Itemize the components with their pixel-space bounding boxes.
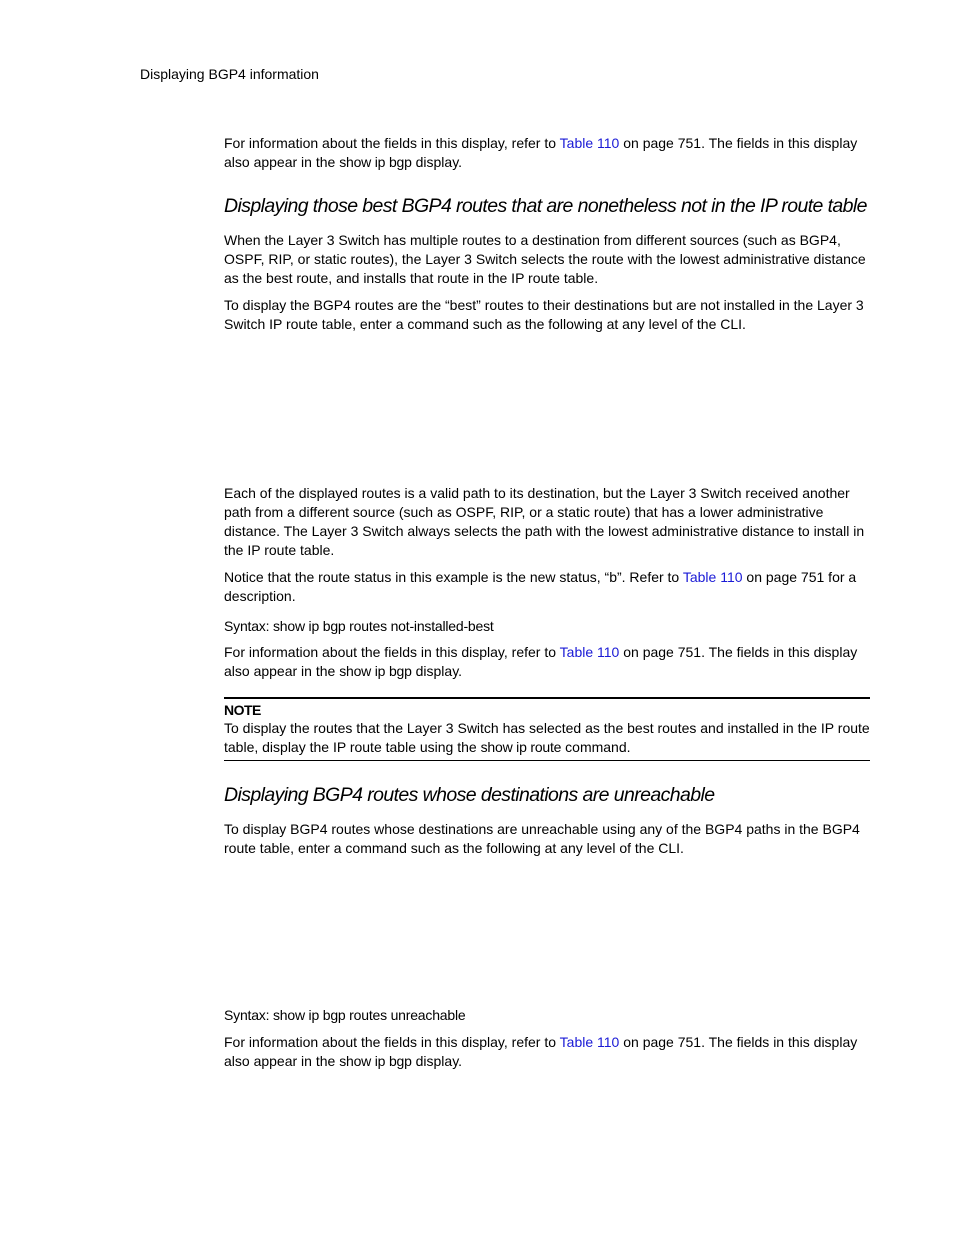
command-text: show ip bgp: [339, 154, 412, 170]
text: on page 751. The fields in this display also appear in the: [224, 644, 858, 679]
text: on page 751 for a description.: [224, 569, 857, 604]
text: Notice that the route status in this example is the new status, “b”. Refer to: [224, 569, 683, 585]
paragraph-fields-info: [224, 643, 870, 681]
text: display.: [411, 663, 463, 679]
syntax-not-installed-best: Syntax: show ip bgp routes not-installed-best: [224, 618, 494, 634]
text: To display the routes that the Layer 3 Switch has selected as the best routes and installed in the IP route table, display the IP route table using the: [224, 720, 870, 755]
table-110-link[interactable]: Table 110: [559, 644, 620, 660]
paragraph-route-status: [224, 568, 870, 606]
table-110-link[interactable]: Table 110: [559, 1034, 620, 1050]
paragraph-multiple-routes: When the Layer 3 Switch has multiple routes to a destination from different sources (such as BGP4, OSPF, RIP, or static routes), the Layer 3 Switch selects the route with the lowest administrative distance as the best route, and installs that route in the IP route table.: [224, 232, 866, 286]
running-header: Displaying BGP4 information: [140, 66, 319, 82]
text: display.: [411, 154, 463, 170]
paragraph-display-unreachable: To display BGP4 routes whose destinations are unreachable using any of the BGP4 paths in the BGP4 route table, enter a command such as the following at any level of the CLI.: [224, 821, 860, 856]
command-text: show ip bgp: [339, 1053, 412, 1069]
text: command.: [561, 739, 631, 755]
text: For information about the fields in this display, refer to: [224, 1034, 560, 1050]
command-text: show ip bgp: [339, 663, 412, 679]
note-text: [224, 719, 870, 757]
intro-paragraph: [224, 134, 870, 172]
table-110-link[interactable]: Table 110: [559, 135, 620, 151]
text: For information about the fields in this display, refer to: [224, 135, 560, 151]
text: For information about the fields in this display, refer to: [224, 644, 560, 660]
paragraph-fields-info-2: [224, 1033, 870, 1071]
table-110-link[interactable]: Table 110: [682, 569, 743, 585]
section-heading-unreachable: Displaying BGP4 routes whose destinations are unreachable: [224, 784, 715, 806]
paragraph-display-best-routes: To display the BGP4 routes are the “best” routes to their destinations but are not installed in the Layer 3 Switch IP route table, enter a command such as the following at any level of the CLI.: [224, 297, 864, 332]
command-text: show ip route: [480, 739, 562, 755]
text: display.: [411, 1053, 463, 1069]
paragraph-valid-path: Each of the displayed routes is a valid path to its destination, but the Layer 3 Switch received another path from a different source (such as OSPF, RIP, or a static route) that has a lower administrative distance. The Layer 3 Switch always selects the path with the lowest administrative distance to install in the IP route table.: [224, 485, 865, 558]
note-box: [224, 697, 870, 761]
text: on page 751. The fields in this display also appear in the: [224, 135, 858, 170]
syntax-unreachable: Syntax: show ip bgp routes unreachable: [224, 1007, 466, 1023]
section-heading-not-installed: Displaying those best BGP4 routes that are nonetheless not in the IP route table: [224, 195, 867, 217]
text: on page 751. The fields in this display also appear in the: [224, 1034, 858, 1069]
note-title: NOTE: [224, 702, 261, 718]
